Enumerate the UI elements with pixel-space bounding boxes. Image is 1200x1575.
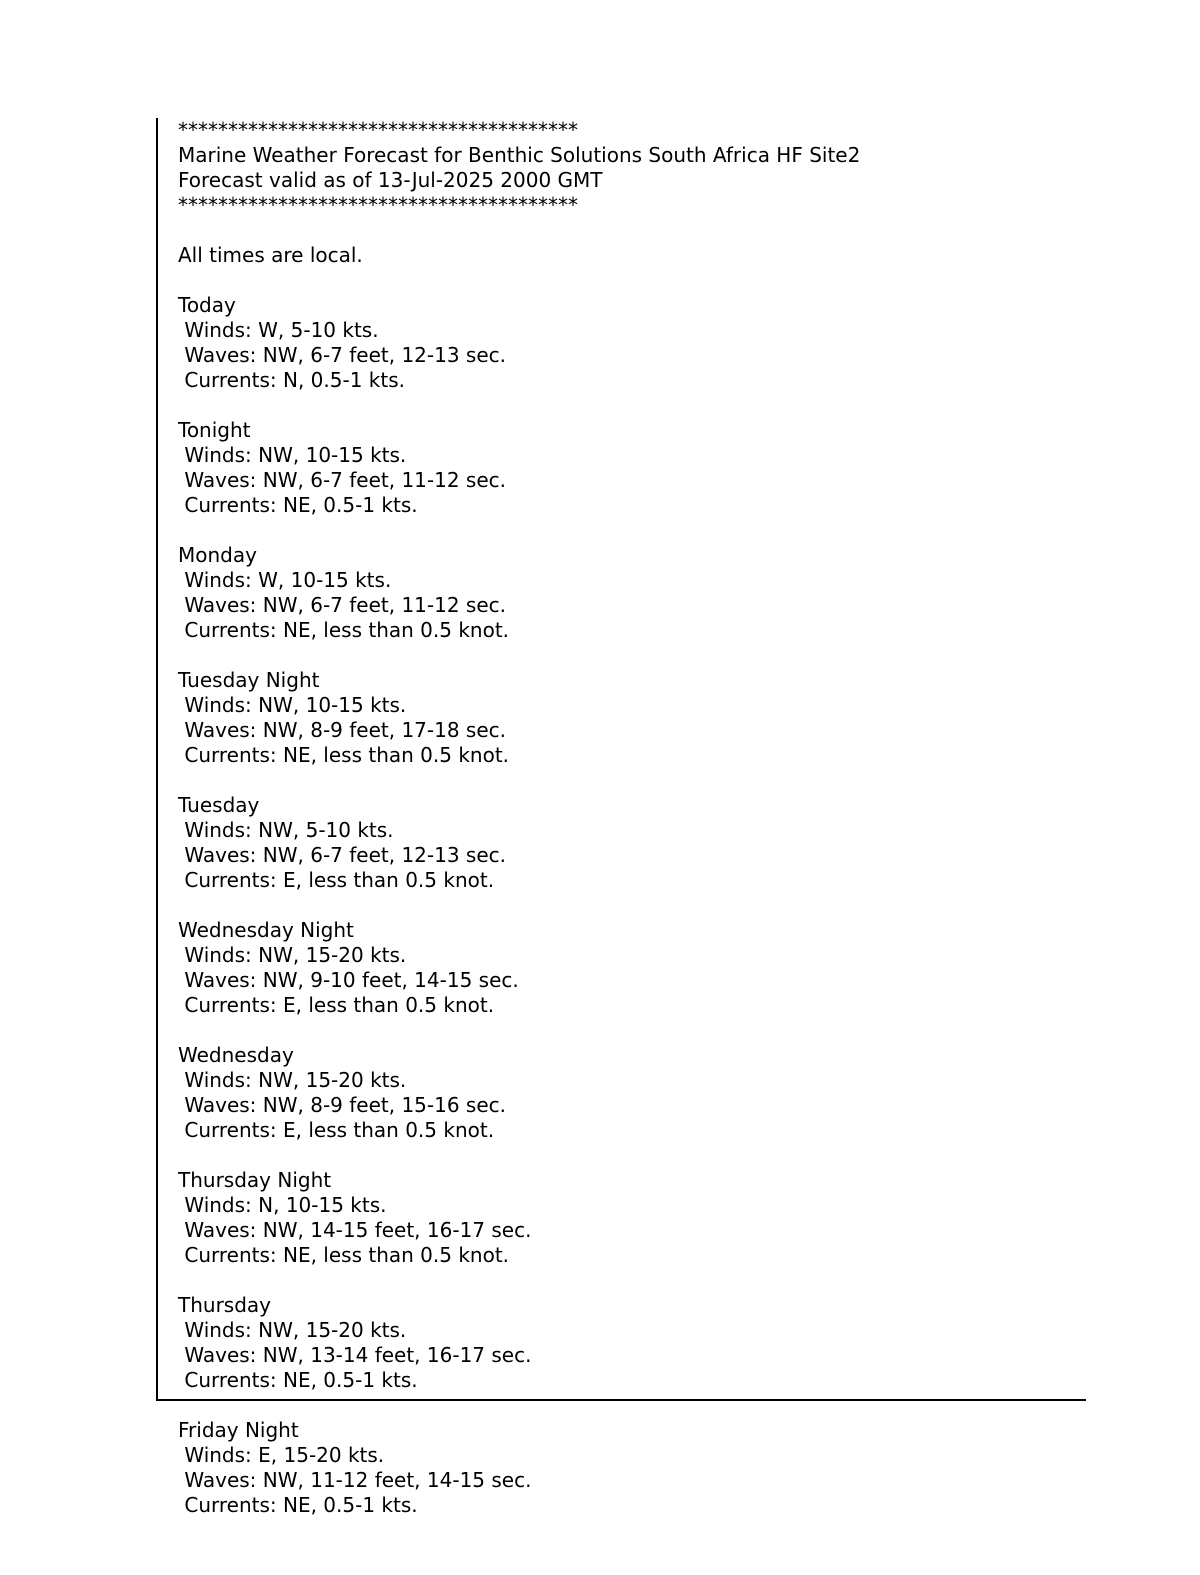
winds-line: Winds: NW, 15-20 kts. (178, 1068, 407, 1092)
forecast-section-wednesday-night (178, 918, 1086, 1018)
section-heading: Monday (178, 543, 257, 567)
winds-line: Winds: W, 10-15 kts. (178, 568, 392, 592)
currents-line: Currents: NE, less than 0.5 knot. (178, 743, 510, 767)
section-heading: Thursday (178, 1293, 271, 1317)
forecast-section-thursday-night (178, 1168, 1086, 1268)
forecast-section-thursday (178, 1293, 1086, 1393)
forecast-section-friday-night (178, 1418, 531, 1518)
waves-line: Waves: NW, 6-7 feet, 11-12 sec. (178, 468, 506, 492)
valid-line: Forecast valid as of 13-Jul-2025 2000 GMT (178, 168, 603, 192)
note-line: All times are local. (178, 243, 363, 267)
waves-line: Waves: NW, 8-9 feet, 17-18 sec. (178, 718, 506, 742)
currents-line: Currents: NE, less than 0.5 knot. (178, 618, 510, 642)
currents-line: Currents: N, 0.5-1 kts. (178, 368, 405, 392)
separator-line-top: **************************************** (178, 118, 578, 142)
forecast-section-tuesday-night (178, 668, 1086, 768)
forecast-section-tonight (178, 418, 1086, 518)
waves-line: Waves: NW, 6-7 feet, 11-12 sec. (178, 593, 506, 617)
winds-line: Winds: E, 15-20 kts. (178, 1443, 385, 1467)
section-heading: Wednesday Night (178, 918, 354, 942)
forecast-section-monday (178, 543, 1086, 643)
winds-line: Winds: NW, 10-15 kts. (178, 443, 407, 467)
section-heading: Friday Night (178, 1418, 299, 1442)
winds-line: Winds: N, 10-15 kts. (178, 1193, 387, 1217)
section-heading: Thursday Night (178, 1168, 332, 1192)
winds-line: Winds: NW, 15-20 kts. (178, 943, 407, 967)
winds-line: Winds: NW, 15-20 kts. (178, 1318, 407, 1342)
blank-line (178, 218, 1086, 243)
currents-line: Currents: E, less than 0.5 knot. (178, 1118, 495, 1142)
forecast-frame (156, 118, 1086, 1401)
currents-line: Currents: NE, 0.5-1 kts. (178, 1493, 418, 1517)
waves-line: Waves: NW, 6-7 feet, 12-13 sec. (178, 343, 506, 367)
currents-line: Currents: NE, less than 0.5 knot. (178, 1243, 510, 1267)
separator-line-bottom: **************************************** (178, 193, 578, 217)
waves-line: Waves: NW, 13-14 feet, 16-17 sec. (178, 1343, 532, 1367)
currents-line: Currents: NE, 0.5-1 kts. (178, 493, 418, 517)
waves-line: Waves: NW, 9-10 feet, 14-15 sec. (178, 968, 519, 992)
waves-line: Waves: NW, 14-15 feet, 16-17 sec. (178, 1218, 532, 1242)
section-heading: Wednesday (178, 1043, 294, 1067)
section-heading: Tuesday (178, 793, 260, 817)
currents-line: Currents: NE, 0.5-1 kts. (178, 1368, 418, 1392)
section-heading: Tonight (178, 418, 251, 442)
forecast-section-today (178, 293, 1086, 393)
currents-line: Currents: E, less than 0.5 knot. (178, 868, 495, 892)
waves-line: Waves: NW, 8-9 feet, 15-16 sec. (178, 1093, 506, 1117)
forecast-section-tuesday (178, 793, 1086, 893)
winds-line: Winds: NW, 10-15 kts. (178, 693, 407, 717)
currents-line: Currents: E, less than 0.5 knot. (178, 993, 495, 1017)
waves-line: Waves: NW, 11-12 feet, 14-15 sec. (178, 1468, 532, 1492)
section-heading: Today (178, 293, 236, 317)
winds-line: Winds: W, 5-10 kts. (178, 318, 379, 342)
document-title: Marine Weather Forecast for Benthic Solutions South Africa HF Site2 (178, 143, 861, 167)
winds-line: Winds: NW, 5-10 kts. (178, 818, 394, 842)
section-heading: Tuesday Night (178, 668, 320, 692)
forecast-section-wednesday (178, 1043, 1086, 1143)
waves-line: Waves: NW, 6-7 feet, 12-13 sec. (178, 843, 506, 867)
